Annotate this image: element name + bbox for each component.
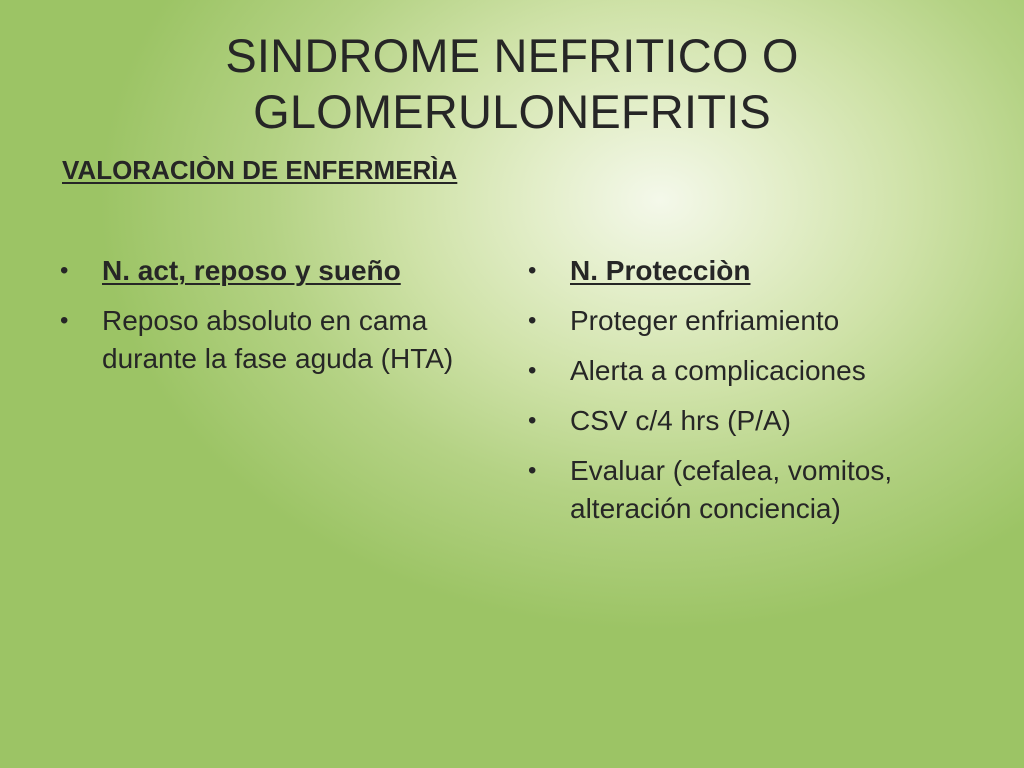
bullet-icon: • [60,257,69,284]
bullet-icon: • [528,457,537,484]
right-list-item [528,302,948,340]
slide-title [90,28,934,140]
right-item-text: Proteger enfriamiento [570,305,840,336]
left-item-text: Reposo absoluto en cama durante la fase aguda (HTA) [102,305,454,374]
left-bullet-list [60,252,500,390]
bullet-icon: • [528,307,537,334]
bullet-icon: • [60,307,69,334]
right-list-item [528,452,948,528]
slide-title-line-2: GLOMERULONEFRITIS [253,85,771,138]
left-list-item [60,302,500,378]
right-list-item [528,402,948,440]
right-item-text: Alerta a complicaciones [570,355,866,386]
right-item-text: Evaluar (cefalea, vomitos, alteración conciencia) [570,455,893,524]
bullet-icon: • [528,357,537,384]
right-bullet-list [528,252,948,540]
bullet-icon: • [528,257,537,284]
slide-title-line-1: SINDROME NEFRITICO O [225,29,799,82]
left-item-heading: N. act, reposo y sueño [102,255,401,286]
right-list-item [528,352,948,390]
right-list-item [528,252,948,290]
right-item-heading: N. Protecciòn [570,255,751,286]
bullet-icon: • [528,407,537,434]
section-subtitle: VALORACIÒN DE ENFERMERÌA [62,155,458,185]
left-list-item [60,252,500,290]
right-item-text: CSV c/4 hrs (P/A) [570,405,791,436]
